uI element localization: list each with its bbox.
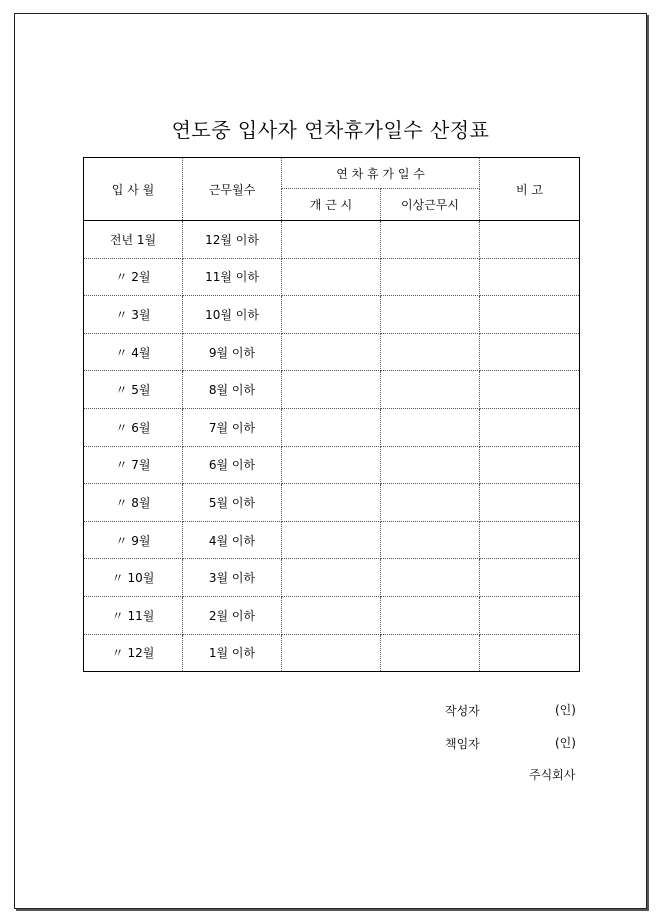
cell-over-80-attendance	[381, 634, 480, 672]
document-title: 연도중 입사자 연차휴가일수 산정표	[171, 118, 490, 142]
cell-join-month: 〃 9월	[84, 521, 183, 559]
cell-perfect-attendance	[282, 559, 381, 597]
table-row	[84, 484, 580, 522]
cell-join-month: 〃 10월	[84, 559, 183, 597]
table-row	[84, 521, 580, 559]
author-seal: (인)	[555, 703, 576, 717]
table-row	[84, 333, 580, 371]
cell-work-months: 6월 이하	[183, 446, 282, 484]
cell-remarks	[480, 484, 580, 522]
cell-work-months: 9월 이하	[183, 333, 282, 371]
cell-work-months: 2월 이하	[183, 596, 282, 634]
company-label: 주식회사	[529, 768, 576, 782]
cell-join-month: 〃 11월	[84, 596, 183, 634]
cell-remarks	[480, 559, 580, 597]
cell-over-80-attendance	[381, 521, 480, 559]
table-row	[84, 408, 580, 446]
cell-over-80-attendance	[381, 258, 480, 296]
cell-over-80-attendance	[381, 333, 480, 371]
cell-work-months: 3월 이하	[183, 559, 282, 597]
author-label: 작성자	[445, 704, 480, 718]
cell-perfect-attendance	[282, 521, 381, 559]
cell-join-month: 〃 2월	[84, 258, 183, 296]
cell-over-80-attendance	[381, 408, 480, 446]
cell-over-80-attendance	[381, 221, 480, 259]
cell-remarks	[480, 596, 580, 634]
cell-work-months: 10월 이하	[183, 296, 282, 334]
table-row	[84, 221, 580, 259]
cell-over-80-attendance	[381, 484, 480, 522]
cell-join-month: 〃 4월	[84, 333, 183, 371]
cell-join-month: 〃 12월	[84, 634, 183, 672]
cell-perfect-attendance	[282, 371, 381, 409]
cell-remarks	[480, 446, 580, 484]
cell-remarks	[480, 296, 580, 334]
cell-over-80-attendance	[381, 296, 480, 334]
cell-perfect-attendance	[282, 258, 381, 296]
cell-join-month: 〃 7월	[84, 446, 183, 484]
header-join-month: 입 사 월	[84, 158, 183, 221]
table-row	[84, 371, 580, 409]
cell-work-months: 8월 이하	[183, 371, 282, 409]
table-row	[84, 634, 580, 672]
cell-work-months: 1월 이하	[183, 634, 282, 672]
header-over-80-attendance: 이상근무시	[381, 189, 480, 221]
table-row	[84, 596, 580, 634]
cell-over-80-attendance	[381, 559, 480, 597]
cell-over-80-attendance	[381, 446, 480, 484]
cell-work-months: 12월 이하	[183, 221, 282, 259]
cell-remarks	[480, 408, 580, 446]
cell-perfect-attendance	[282, 408, 381, 446]
table-row	[84, 559, 580, 597]
cell-perfect-attendance	[282, 333, 381, 371]
table-body	[84, 221, 580, 672]
cell-over-80-attendance	[381, 371, 480, 409]
header-leave-days: 연 차 휴 가 일 수	[282, 158, 480, 189]
cell-join-month: 〃 8월	[84, 484, 183, 522]
cell-perfect-attendance	[282, 296, 381, 334]
cell-perfect-attendance	[282, 596, 381, 634]
header-perfect-attendance: 개 근 시	[282, 189, 381, 221]
table-row	[84, 446, 580, 484]
cell-work-months: 4월 이하	[183, 521, 282, 559]
cell-perfect-attendance	[282, 634, 381, 672]
cell-remarks	[480, 521, 580, 559]
cell-join-month: 〃 6월	[84, 408, 183, 446]
cell-remarks	[480, 258, 580, 296]
table-header-row	[84, 158, 580, 189]
manager-seal: (인)	[555, 736, 576, 750]
cell-remarks	[480, 221, 580, 259]
cell-work-months: 7월 이하	[183, 408, 282, 446]
table-row	[84, 296, 580, 334]
leave-calculation-table	[83, 157, 580, 672]
document-page	[14, 13, 647, 909]
cell-work-months: 11월 이하	[183, 258, 282, 296]
cell-over-80-attendance	[381, 596, 480, 634]
cell-remarks	[480, 333, 580, 371]
cell-remarks	[480, 634, 580, 672]
table-row	[84, 258, 580, 296]
manager-label: 책임자	[445, 737, 480, 751]
cell-work-months: 5월 이하	[183, 484, 282, 522]
cell-join-month: 전년 1월	[84, 221, 183, 259]
cell-join-month: 〃 3월	[84, 296, 183, 334]
cell-perfect-attendance	[282, 484, 381, 522]
header-remarks: 비 고	[480, 158, 580, 221]
header-work-months: 근무월수	[183, 158, 282, 221]
cell-join-month: 〃 5월	[84, 371, 183, 409]
cell-remarks	[480, 371, 580, 409]
cell-perfect-attendance	[282, 221, 381, 259]
cell-perfect-attendance	[282, 446, 381, 484]
